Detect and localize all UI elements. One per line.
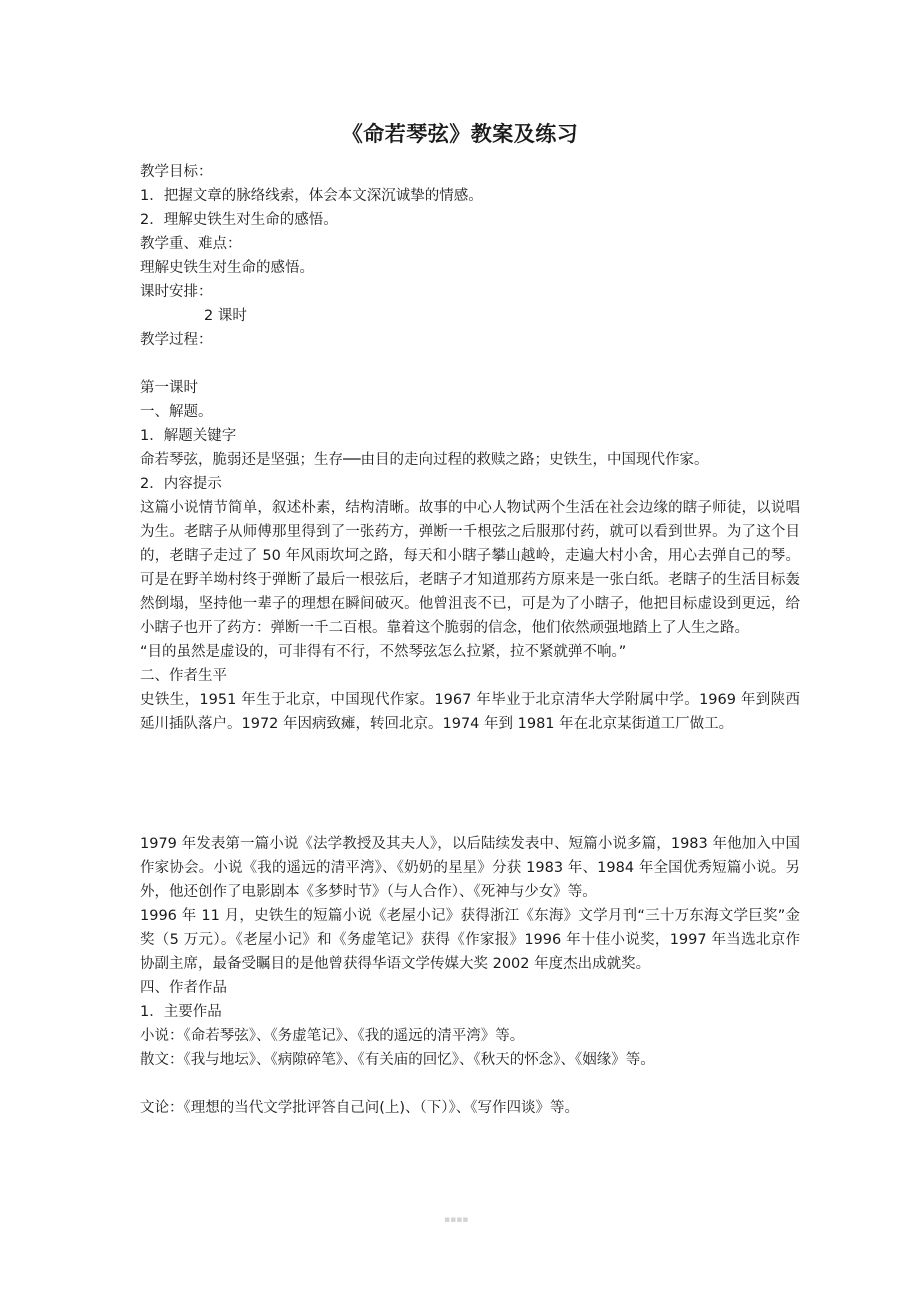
- schedule-value: 2 课时: [204, 308, 247, 324]
- subsection-heading: 1．主要作品: [140, 1004, 222, 1020]
- subsection-heading: 2．内容提示: [140, 476, 222, 492]
- schedule-heading: 课时安排：: [140, 284, 213, 300]
- section-heading: 一、解题。: [140, 404, 213, 420]
- objective-item: 2．理解史铁生对生命的感悟。: [140, 212, 338, 228]
- lesson-heading: 第一课时: [140, 380, 198, 396]
- summary-paragraph: 这篇小说情节简单，叙述朴素，结构清晰。故事的中心人物试两个生活在社会边缘的瞎子师徒，以说唱为生。老瞎子从师傅那里得到了一张药方，弹断一千根弦之后服那付药，就可以看到世界。为了这个目的，老瞎子走过了 50 年风雨坎坷之路，每天和小瞎子攀山越岭，走遍大村小舍，用心去弹自己的琴。可是在野羊坳村终于弹断了最后一根弦后，老瞎子才知道那药方原来是一张白纸。老瞎子的生活目标轰然倒塌，坚持他一辈子的理想在瞬间破灭。他曾沮丧不已，可是为了小瞎子，他把目标虚设到更远，给小瞎子也开了药方：弹断一千二百根。靠着这个脆弱的信念，他们依然顽强地踏上了人生之路。: [140, 500, 800, 636]
- objective-item: 1．把握文章的脉络线索，体会本文深沉诚挚的情感。: [140, 188, 483, 204]
- document-body-lower: [140, 832, 800, 1120]
- quote-text: “目的虽然是虚设的，可非得有不行，不然琴弦怎么拉紧，拉不紧就弹不响。”: [140, 644, 627, 660]
- works-essays: 散文：《我与地坛》、《病隙碎笔》、《有关庙的回忆》、《秋天的怀念》、《姻缘》等。: [140, 1052, 655, 1068]
- footer-watermark: ▪▪▪▪: [444, 1215, 469, 1225]
- document-body-upper: [140, 160, 800, 736]
- blank-line: [140, 352, 800, 376]
- blank-line: [140, 1072, 800, 1096]
- key-points-heading: 教学重、难点：: [140, 236, 242, 252]
- works-novels: 小说：《命若琴弦》、《务虚笔记》、《我的遥远的清平湾》等。: [140, 1028, 525, 1044]
- bio-paragraph: 1979 年发表第一篇小说《法学教授及其夫人》，以后陆续发表中、短篇小说多篇，1983 年他加入中国作家协会。小说《我的遥远的清平湾》、《奶奶的星星》分获 1983 年、1984 年全国优秀短篇小说。另外，他还创作了电影剧本《多梦时节》（与人合作）、《死神与少女》等。: [140, 836, 800, 900]
- process-heading: 教学过程：: [140, 332, 213, 348]
- key-points-text: 理解史铁生对生命的感悟。: [140, 260, 314, 276]
- section-heading: 二、作者生平: [140, 668, 227, 684]
- bio-paragraph: 1996 年 11 月，史铁生的短篇小说《老屋小记》获得浙江《东海》文学月刊“三十万东海文学巨奖”金奖（5 万元）。《老屋小记》和《务虚笔记》获得《作家报》1996 年十佳小说奖，1997 年当选北京作协副主席，最备受瞩目的是他曾获得华语文学传媒大奖 2002 年度杰出成就奖。: [140, 908, 800, 972]
- works-criticism: 文论：《理想的当代文学批评答自己问(上)、（下）》、《写作四谈》等。: [140, 1100, 580, 1116]
- objectives-heading: 教学目标：: [140, 164, 213, 180]
- page-title: 《命若琴弦》教案及练习: [341, 122, 579, 146]
- section-heading: 四、作者作品: [140, 980, 227, 996]
- keywords-text: 命若琴弦，脆弱还是坚强；生存──由目的走向过程的救赎之路；史铁生，中国现代作家。: [140, 452, 709, 468]
- subsection-heading: 1．解题关键字: [140, 428, 237, 444]
- bio-paragraph: 史铁生，1951 年生于北京，中国现代作家。1967 年毕业于北京清华大学附属中学。1969 年到陕西延川插队落户。1972 年因病致瘫，转回北京。1974 年到 1981 年在北京某街道工厂做工。: [140, 692, 800, 732]
